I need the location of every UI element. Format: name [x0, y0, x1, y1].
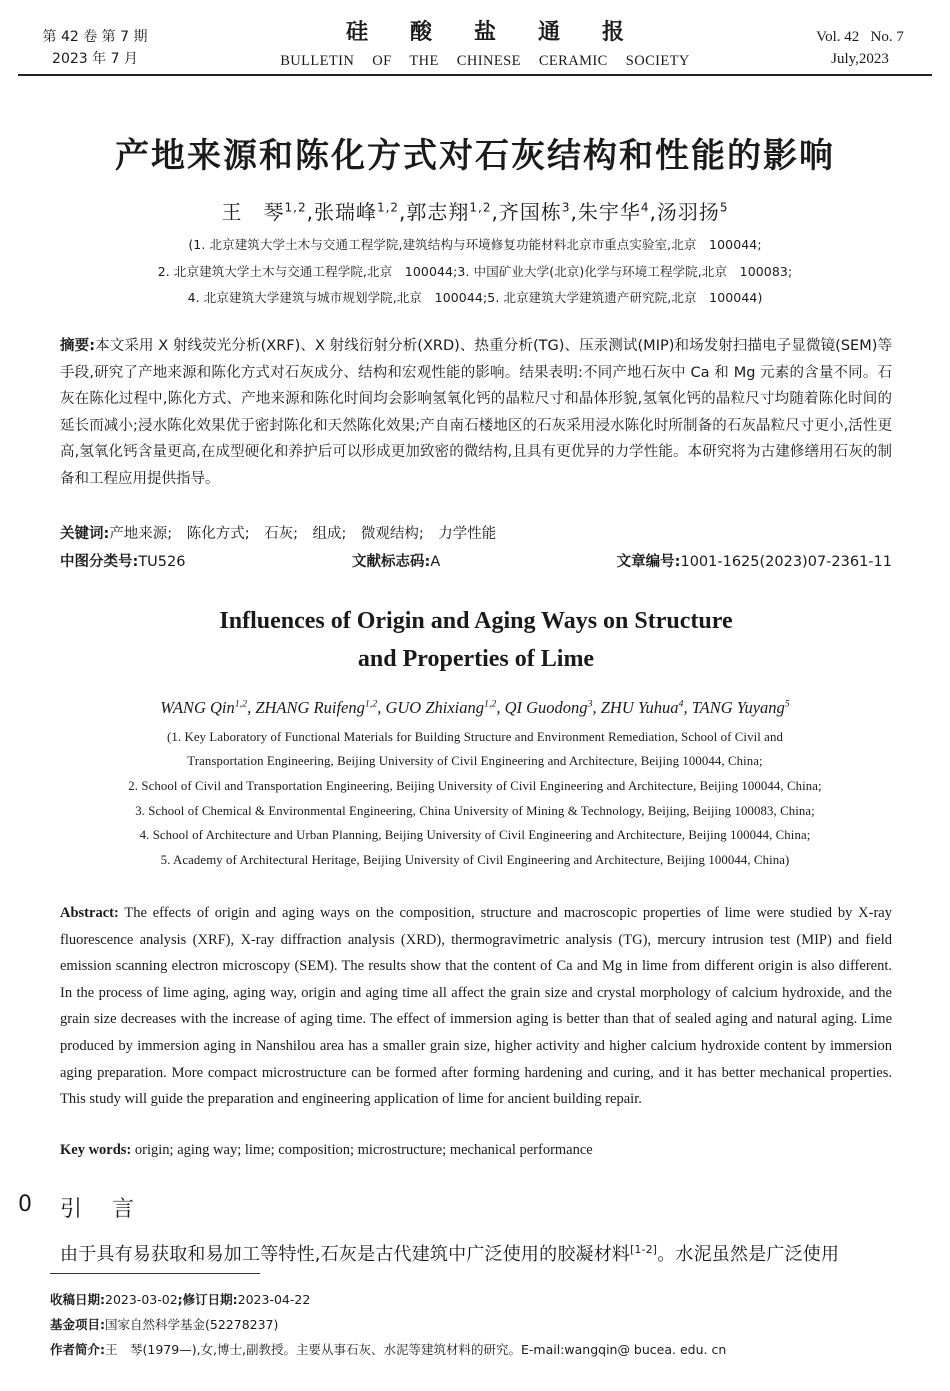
footnote-dates: 收稿日期:2023-03-02;修订日期:2023-04-22: [50, 1292, 311, 1307]
authors-en: WANG Qin$^{1,2}$, ZHANG Ruifeng$^{1,2}$, GUO Zhixiang$^{1,2}$, QI Guodong$^3$, ZHU Yuhua$^4$, TANG Yuyang$^5$: [160, 698, 790, 717]
citation: [1-2]: [630, 1243, 658, 1256]
document-code: 文献标志码:A: [352, 554, 441, 570]
author-cn: 郭志翔$^{1,2}$: [406, 200, 492, 224]
keywords-cn-label: 关键词:: [60, 526, 110, 542]
issue-date-cn: 2023 年 7 月: [52, 51, 138, 67]
body-paragraph: 由于具有易获取和易加工等特性,石灰是古代建筑中广泛使用的胶凝材料[1-2]。水泥虽然是广泛使用: [60, 1243, 840, 1265]
footnote-fund: 基金项目:国家自然科学基金(52278237): [50, 1317, 279, 1332]
issue-volume-en: Vol. 42 No. 7: [816, 29, 904, 45]
affiliation-en: (1. Key Laboratory of Functional Materials for Building Structure and Environment Remediation, School of Civil and: [167, 730, 783, 744]
journal-name-en: BULLETIN OF THE CHINESE CERAMIC SOCIETY: [280, 53, 690, 69]
affiliation-en: 2. School of Civil and Transportation Engineering, Beijing University of Civil Engineering and Architecture, Beijing 100044, China;: [128, 779, 822, 793]
author-en: QI Guodong$^3$: [504, 698, 593, 717]
abstract-en: [60, 900, 892, 1113]
header-rule: [18, 74, 932, 76]
section-title: 引言: [60, 1197, 165, 1222]
journal-masthead: [250, 18, 720, 70]
authors-cn: 王 琴$^{1,2}$,张瑞峰$^{1,2}$,郭志翔$^{1,2}$,齐国栋$^3$,朱宇华$^4$,汤羽扬$^5$: [221, 200, 729, 224]
author-en: TANG Yuyang$^5$: [691, 698, 790, 717]
abstract-en-label: Abstract:: [60, 905, 119, 921]
affiliation-en: 4. School of Architecture and Urban Planning, Beijing University of Civil Engineering and Architecture, Beijing 100044, China;: [139, 828, 811, 842]
author-en: ZHU Yuhua$^4$: [600, 698, 684, 717]
article-title-en-line: and Properties of Lime: [357, 646, 595, 672]
abstract-cn-text: 本文采用 X 射线荧光分析(XRF)、X 射线衍射分析(XRD)、热重分析(TG)、压汞测试(MIP)和场发射扫描电子显微镜(SEM)等手段,研究了产地来源和陈化方式对石灰成分、结构和宏观性能的影响。结果表明:不同产地石灰中 Ca 和 Mg 元素的含量不同。石灰在陈化过程中,陈化方式、产地来源和陈化时间均会影响氢氧化钙的晶粒尺寸和晶体形貌,氢氧化钙的晶粒尺寸均随着陈化时间的延长而减小;浸水陈化效果优于密封陈化和天然陈化效果;产自南石楼地区的石灰采用浸水陈化时所制备的石灰晶粒尺寸更小,活性更高,氢氧化钙含量更高,在成型硬化和养护后可以形成更加致密的微结构,且具有更优异的力学性能。本研究将为古建修缮用石灰的制备和工程应用提供指导。: [60, 338, 892, 487]
article-title-cn: 产地来源和陈化方式对石灰结构和性能的影响: [115, 136, 835, 176]
issue-date-en: July,2023: [831, 51, 889, 67]
keywords-cn-text: 产地来源; 陈化方式; 石灰; 组成; 微观结构; 力学性能: [109, 526, 497, 542]
keywords-cn: [60, 522, 892, 543]
affiliation-en: 5. Academy of Architectural Heritage, Beijing University of Civil Engineering and Architecture, Beijing 100044, China): [160, 853, 790, 867]
issue-volume-cn: 第 42 卷 第 7 期: [42, 29, 148, 45]
author-cn: 张瑞峰$^{1,2}$: [313, 200, 400, 224]
journal-issue-en: [800, 26, 920, 70]
section-number: 0: [18, 1192, 32, 1217]
author-cn: 朱宇华$^4$: [577, 200, 650, 224]
keywords-en: [60, 1142, 892, 1159]
journal-issue-cn: [36, 26, 154, 70]
keywords-en-text: origin; aging way; lime; composition; microstructure; mechanical performance: [134, 1142, 593, 1158]
classification-row: [60, 550, 892, 571]
footnote-author: 作者简介:王 琴(1979—),女,博士,副教授。主要从事石灰、水泥等建筑材料的研究。E-mail:wangqin@ bucea. edu. cn: [50, 1342, 727, 1357]
author-en: ZHANG Ruifeng$^{1,2}$: [255, 698, 378, 717]
article-title-en-line: Influences of Origin and Aging Ways on Structure: [219, 608, 733, 634]
clc-code: 中图分类号:TU526: [60, 554, 186, 570]
affiliation-cn: 4. 北京建筑大学建筑与城市规划学院,北京 100044;5. 北京建筑大学建筑遗产研究院,北京 100044): [187, 290, 763, 305]
journal-name-cn: 硅酸盐通报: [345, 20, 666, 45]
article-number: 文章编号:1001-1625(2023)07-2361-11: [616, 554, 892, 570]
footnote-rule: [50, 1273, 260, 1274]
affiliation-en: 3. School of Chemical & Environmental Engineering, China University of Mining & Technology, Beijing, Beijing 100083, China;: [135, 804, 815, 818]
abstract-cn: [60, 333, 892, 492]
author-en: WANG Qin$^{1,2}$: [160, 698, 248, 717]
author-en: GUO Zhixiang$^{1,2}$: [385, 698, 497, 717]
affiliation-cn: (1. 北京建筑大学土木与交通工程学院,建筑结构与环境修复功能材料北京市重点实验室,北京 100044;: [188, 237, 762, 252]
keywords-en-label: Key words:: [60, 1142, 132, 1158]
abstract-cn-label: 摘要:: [60, 338, 96, 354]
author-cn: 王 琴$^{1,2}$: [221, 200, 307, 224]
author-cn: 汤羽扬$^5$: [656, 200, 729, 224]
affiliation-cn: 2. 北京建筑大学土木与交通工程学院,北京 100044;3. 中国矿业大学(北京)化学与环境工程学院,北京 100083;: [157, 264, 793, 279]
author-cn: 齐国栋$^3$: [498, 200, 571, 224]
abstract-en-text: The effects of origin and aging ways on the composition, structure and macroscopic properties of lime were studied by X-ray fluorescence analysis (XRF), X-ray diffraction analysis (XRD), thermogravimetric analysis (TG), mercury intrusion test (MIP) and field emission scanning electron microscopy (SEM). The results show that the content of Ca and Mg in lime from different origin is also different. In the process of lime aging, aging way, origin and aging time all affect the grain size and crystal morphology of calcium hydroxide, and the grain size decreases with the increase of aging time. The effect of immersion aging is better than that of sealed aging and natural aging. Lime produced by immersion aging in Nanshilou area has a smaller grain size, higher activity and higher calcium hydroxide content by immersion aging preparation. More compact microstructure can be formed after forming hardening and curing, and it has better mechanical properties. This study will guide the preparation and engineering application of lime for ancient building repair.: [60, 905, 892, 1108]
article-title-en: [60, 602, 892, 678]
affiliation-en: Transportation Engineering, Beijing University of Civil Engineering and Architecture, Beijing 100044, China;: [187, 754, 763, 768]
